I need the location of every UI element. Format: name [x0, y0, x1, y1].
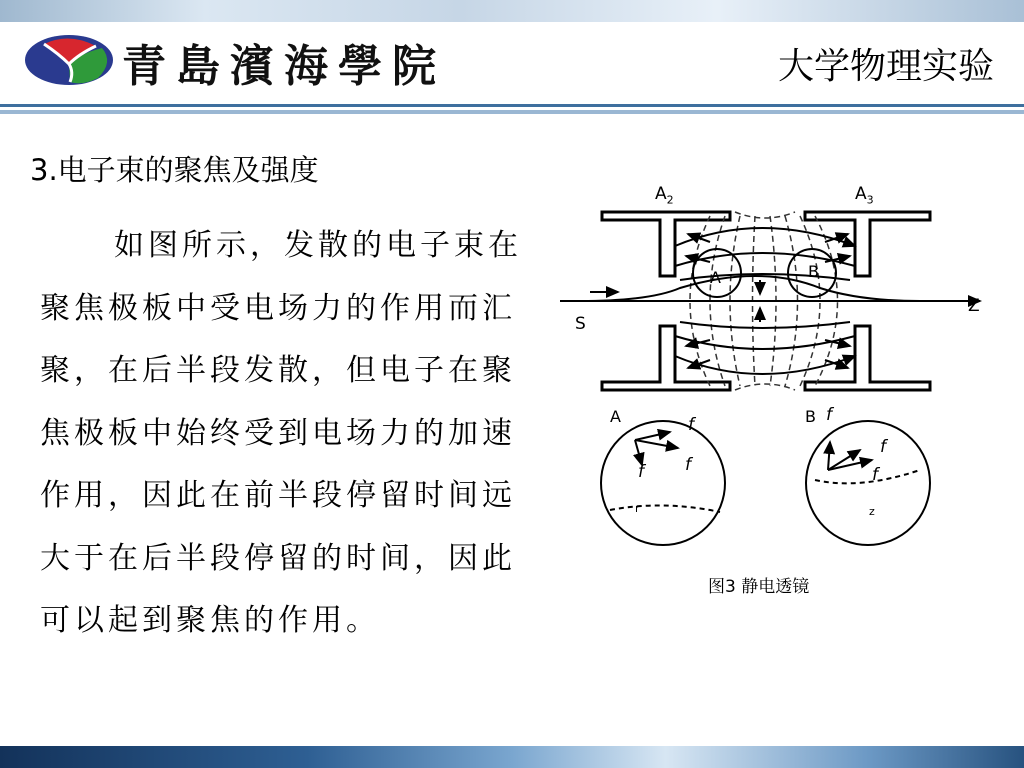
top-decorative-strip	[0, 0, 1024, 22]
detail-a-circle	[601, 421, 725, 545]
label-point-b: B	[808, 262, 819, 281]
label-force-b3: f	[872, 465, 878, 485]
label-detail-a-r: r	[635, 502, 640, 515]
body-paragraph: 如图所示，发散的电子束在聚焦极板中受电场力的作用而汇聚，在后半段发散，但电子在聚焦极板中始终受到电场力的加速作用，因此在前半段停留时间远大于在后半段停留的时间，因此可以起到聚焦的作用。	[40, 228, 522, 638]
label-force-a2: f	[685, 455, 691, 475]
label-force-a3: f	[638, 462, 644, 482]
school-logo-icon	[24, 34, 114, 86]
label-force-a1: f	[688, 415, 694, 435]
figure-caption: 图3 静电透镜	[708, 577, 810, 597]
section-title: 3.电子束的聚焦及强度	[30, 153, 319, 187]
label-source: S	[575, 314, 586, 334]
label-force-b2: f	[880, 437, 886, 457]
label-point-a: A	[710, 268, 721, 287]
label-a3: $A_3$	[855, 184, 874, 207]
bottom-decorative-strip	[0, 746, 1024, 768]
header-divider-secondary	[0, 110, 1024, 114]
label-detail-a: A	[610, 407, 621, 426]
label-axis-z: Z	[968, 296, 980, 316]
school-name: 青島濱海學院	[122, 41, 446, 92]
label-detail-b-z: z	[869, 505, 875, 518]
electrostatic-lens-diagram	[560, 180, 1000, 600]
detail-b-forces	[815, 442, 920, 483]
course-title: 大学物理实验	[777, 46, 994, 87]
detail-a-forces	[610, 432, 720, 512]
detail-b-circle	[806, 421, 930, 545]
label-detail-b: B	[805, 407, 816, 426]
electron-trajectories	[560, 228, 980, 374]
label-force-b1: f	[826, 405, 832, 425]
header-divider	[0, 104, 1024, 107]
label-a2: $A_2$	[655, 184, 674, 207]
